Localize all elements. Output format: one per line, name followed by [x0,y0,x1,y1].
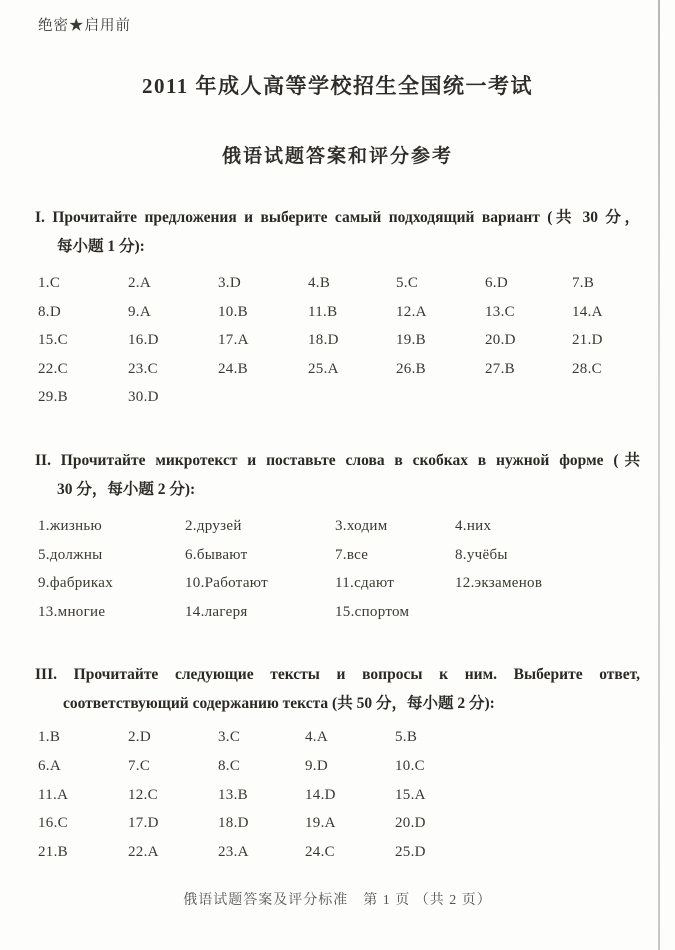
section-2-heading-line1: II. Прочитайте микротекст и поставьте слова в скобках в нужной форме (共 [35,451,640,469]
answer-item: 14.лагеря [185,603,248,620]
answer-item: 22.C [38,360,68,377]
answer-item: 3.ходим [335,517,388,534]
section-3-answer-grid [35,723,640,866]
answer-item: 6.A [38,757,61,774]
answer-item: 11.A [38,786,69,803]
answer-item: 23.C [128,360,158,377]
answer-item: 5.C [396,275,419,291]
answer-item: 9.D [305,757,328,774]
answer-item: 19.A [305,815,336,832]
page-footer: 俄语试题答案及评分标准 第 1 页 （共 2 页） [183,893,492,908]
answer-item: 23.A [218,843,249,860]
answer-item: 8.C [218,757,241,774]
section-2-heading-line2: 30 分，每小题 2 分): [57,480,196,498]
answer-item: 8.D [38,303,61,320]
section-3-heading-line1: III. Прочитайте следующие тексты и вопросы к ним. Выберите ответ, [35,666,640,684]
answer-item: 21.D [572,332,603,349]
answer-item: 25.A [308,360,339,377]
answer-item: 13.многие [38,603,106,620]
answer-item: 6.бывают [185,546,248,563]
answer-item: 24.B [218,360,248,377]
answer-item: 20.D [485,332,516,349]
section-1-heading-line2: 每小题 1 分): [57,238,145,255]
scan-edge-line [658,0,660,950]
answer-item: 12.экзаменов [455,575,543,592]
answer-item: 15.спортом [335,603,410,620]
answer-item: 2.A [128,275,151,291]
answer-item: 19.B [396,332,426,349]
answer-item: 12.A [396,303,427,320]
answer-item: 6.D [485,275,508,291]
answer-item: 2.друзей [185,517,242,534]
section-1-heading-line1: I. Прочитайте предложения и выберите самый подходящий вариант (共 30 分， [35,209,640,226]
answer-item: 21.B [38,843,68,860]
answer-item: 5.должны [38,546,103,563]
answer-item: 4.них [455,517,492,534]
answer-item: 1.C [38,275,61,291]
section-1-answer-grid [35,269,640,412]
answer-item: 17.A [218,332,249,349]
answer-item: 7.все [335,546,369,563]
section-2-heading [35,446,640,504]
answer-item: 13.C [485,303,515,320]
page-subtitle: 俄语试题答案和评分参考 [221,146,453,167]
section-2 [35,446,640,626]
page-title: 2011 年成人高等学校招生全国统一考试 [141,74,534,98]
answer-item: 12.C [128,786,158,803]
answer-item: 14.D [305,786,336,803]
answer-item: 7.B [572,275,595,291]
answer-item: 4.B [308,275,331,291]
answer-item: 10.C [395,757,425,774]
answer-item: 11.B [308,303,338,320]
answer-item: 18.D [308,332,339,349]
section-3 [35,660,640,866]
answer-item: 11.сдают [335,575,395,592]
answer-item: 22.A [128,843,159,860]
answer-item: 1.жизнью [38,517,103,534]
answer-item: 1.B [38,729,61,746]
section-1 [35,203,640,412]
answer-item: 15.C [38,332,68,349]
answer-item: 13.B [218,786,248,803]
answer-item: 3.C [218,729,241,746]
classification-label: 绝密★启用前 [38,18,131,34]
answer-item: 5.B [395,729,418,746]
answer-item: 28.C [572,360,602,377]
section-3-heading-line2: соответствующий содержанию текста (共 50 分，每小题 2 分): [63,695,495,713]
answer-item: 10.B [218,303,248,320]
answer-item: 2.D [128,729,151,746]
section-2-answer-grid [35,512,640,626]
answer-item: 9.фабриках [38,575,114,592]
answer-item: 4.A [305,729,328,746]
section-3-heading [35,660,640,718]
answer-item: 18.D [218,815,249,832]
answer-item: 27.B [485,360,515,377]
answer-item: 9.A [128,303,151,320]
answer-item: 24.C [305,843,335,860]
answer-item: 14.A [572,303,603,320]
answer-item: 25.D [395,843,426,860]
answer-item: 16.C [38,815,68,832]
section-1-heading [35,203,640,261]
answer-item: 30.D [128,389,159,406]
answer-item: 7.C [128,757,151,774]
answer-item: 3.D [218,275,241,291]
answer-item: 16.D [128,332,159,349]
answer-item: 17.D [128,815,159,832]
answer-item: 20.D [395,815,426,832]
answer-item: 26.B [396,360,426,377]
answer-item: 29.B [38,389,68,406]
answer-item: 8.учёбы [455,546,508,563]
answer-item: 10.Работают [185,575,268,592]
answer-item: 15.A [395,786,426,803]
